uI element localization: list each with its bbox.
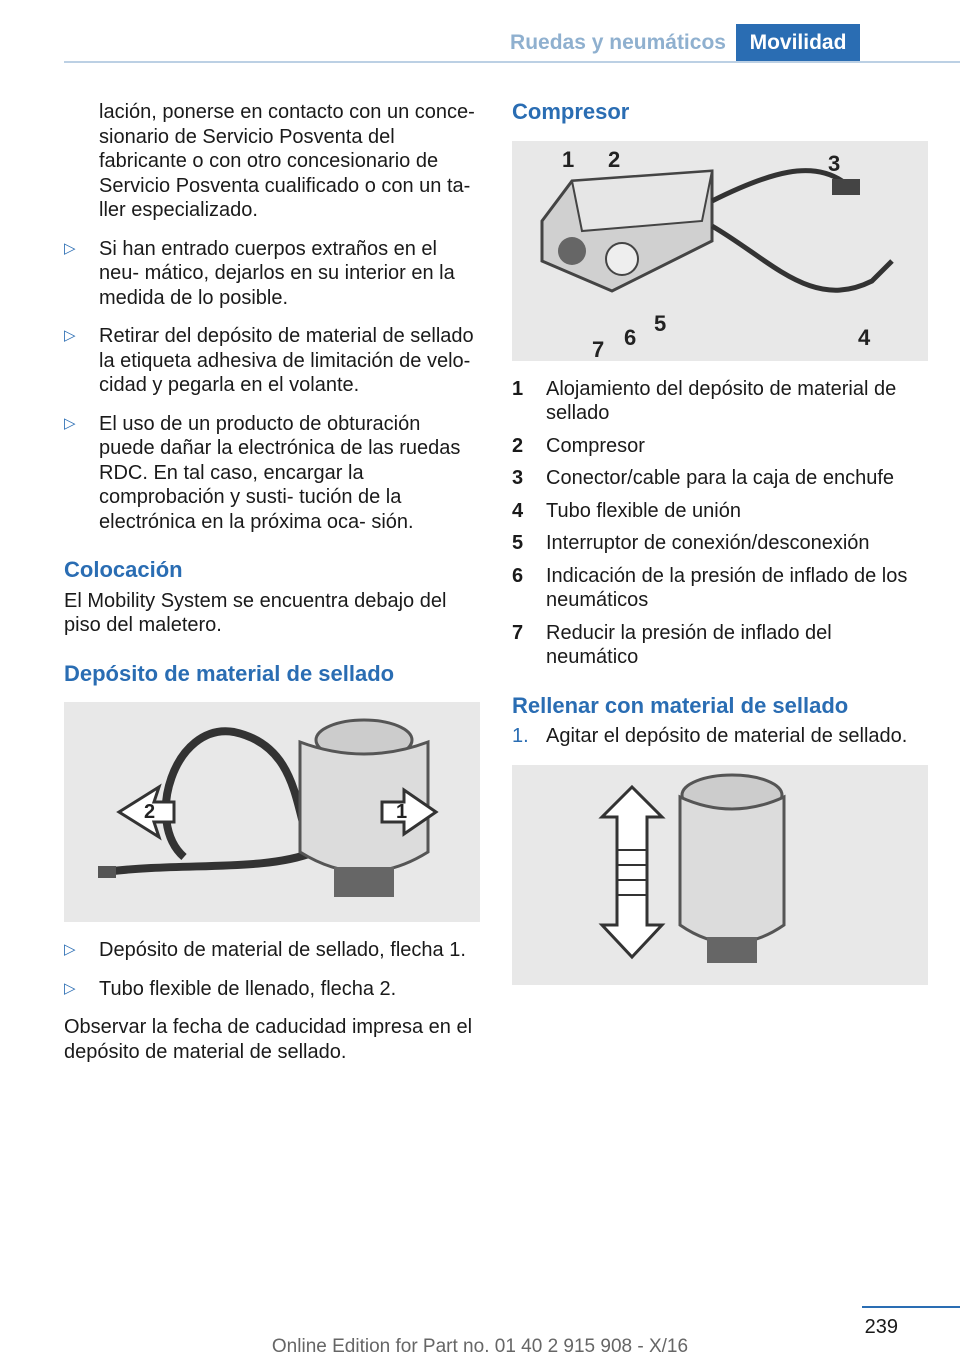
compressor-illustration <box>512 141 928 361</box>
right-column <box>512 100 928 1001</box>
triangle-right-icon: ▷ <box>64 327 76 344</box>
page-number: 239 <box>864 1316 898 1338</box>
fig-label-2: 2 <box>608 146 621 172</box>
list-item-text: El uso de un producto de obturación puede dañar la electrónica de las ruedas RDC. En tal caso, encargar la comprobación y susti‐ tución de la electrónica en la próxima oca‐ sión. <box>99 412 461 533</box>
step-text: Agitar el depósito de material de sellado. <box>546 725 908 747</box>
list-item <box>64 977 480 1002</box>
header-divider <box>64 61 960 63</box>
triangle-right-icon: ▷ <box>64 979 76 997</box>
item-number: 7 <box>512 621 524 644</box>
sealant-container-figure <box>64 702 480 922</box>
list-item <box>512 466 928 491</box>
list-item <box>512 531 928 556</box>
intro-paragraph: lación, ponerse en contacto con un conce‐ sionario de Servicio Posventa del fabricante o con otro concesionario de Servicio Posventa cualificado o con un ta‐ ller especializado. <box>99 101 475 221</box>
item-number: 5 <box>512 532 524 554</box>
header-section-tab[interactable]: Ruedas y neumáticos <box>510 31 726 54</box>
step-number: 1. <box>512 725 529 747</box>
shake-container-figure <box>512 765 928 985</box>
item-text: Reducir la presión de inflado del neumático <box>546 621 832 668</box>
triangle-right-icon: ▷ <box>64 941 76 958</box>
fig-label-7: 7 <box>592 336 605 361</box>
header-chapter-tab[interactable]: Movilidad <box>736 24 860 62</box>
item-number: 6 <box>512 564 524 587</box>
list-item <box>512 434 928 459</box>
item-text: Conector/cable para la caja de enchufe <box>546 467 895 489</box>
fig-label-3: 3 <box>828 150 841 176</box>
list-item <box>512 377 928 426</box>
footer-divider <box>862 1306 960 1308</box>
item-number: 1 <box>512 377 524 400</box>
list-item-text: Si han entrado cuerpos extraños en el neu‐ mático, dejarlos en su interior en la medida de lo posible. <box>99 237 455 309</box>
triangle-right-icon: ▷ <box>64 239 76 257</box>
item-text: Alojamiento del depósito de material de sellado <box>546 377 897 424</box>
left-column <box>64 100 480 1078</box>
item-number: 3 <box>512 467 524 489</box>
arrow-label-1: 1 <box>396 801 408 823</box>
step-item <box>512 724 928 749</box>
compressor-parts-list <box>512 377 928 670</box>
item-number: 2 <box>512 434 524 457</box>
sealant-container-illustration <box>64 702 480 922</box>
shake-container-illustration <box>512 765 928 985</box>
compressor-figure <box>512 141 928 361</box>
edition-footer: Online Edition for Part no. 01 40 2 915 908 - X/16 <box>271 1336 689 1357</box>
list-item <box>64 237 480 311</box>
item-text: Interruptor de conexión/desconexión <box>546 532 870 554</box>
list-item-text: Retirar del depósito de material de sellado la etiqueta adhesiva de limitación de velo‐ cidad y pegarla en el volante. <box>99 325 474 396</box>
list-item <box>512 564 928 613</box>
list-item-text: Depósito de material de sellado, flecha 1. <box>99 939 466 961</box>
fig-label-6: 6 <box>624 324 637 350</box>
item-text: Compresor <box>546 434 645 457</box>
list-item <box>64 938 480 963</box>
list-item <box>512 499 928 524</box>
colocacion-text: El Mobility System se encuentra debajo del piso del maletero. <box>64 589 447 636</box>
fig-label-1: 1 <box>562 146 575 172</box>
fig-label-5: 5 <box>654 310 667 336</box>
triangle-right-icon: ▷ <box>64 414 76 432</box>
deposito-note: Observar la fecha de caducidad impresa en el depósito de material de sellado. <box>64 1016 473 1063</box>
fig-label-4: 4 <box>858 324 871 350</box>
item-text: Tubo flexible de unión <box>546 499 741 522</box>
list-item <box>64 324 480 398</box>
section-title-rellenar: Rellenar con material de sellado <box>512 692 849 718</box>
section-title-deposito: Depósito de material de sellado <box>64 660 395 686</box>
list-item <box>512 621 928 670</box>
section-title-colocacion: Colocación <box>64 557 183 582</box>
item-number: 4 <box>512 499 524 522</box>
list-item <box>64 412 480 535</box>
item-text: Indicación de la presión de inflado de los neumáticos <box>546 564 908 611</box>
section-title-compresor: Compresor <box>512 99 630 124</box>
list-item-text: Tubo flexible de llenado, flecha 2. <box>99 977 397 1000</box>
arrow-label-2: 2 <box>144 801 156 823</box>
